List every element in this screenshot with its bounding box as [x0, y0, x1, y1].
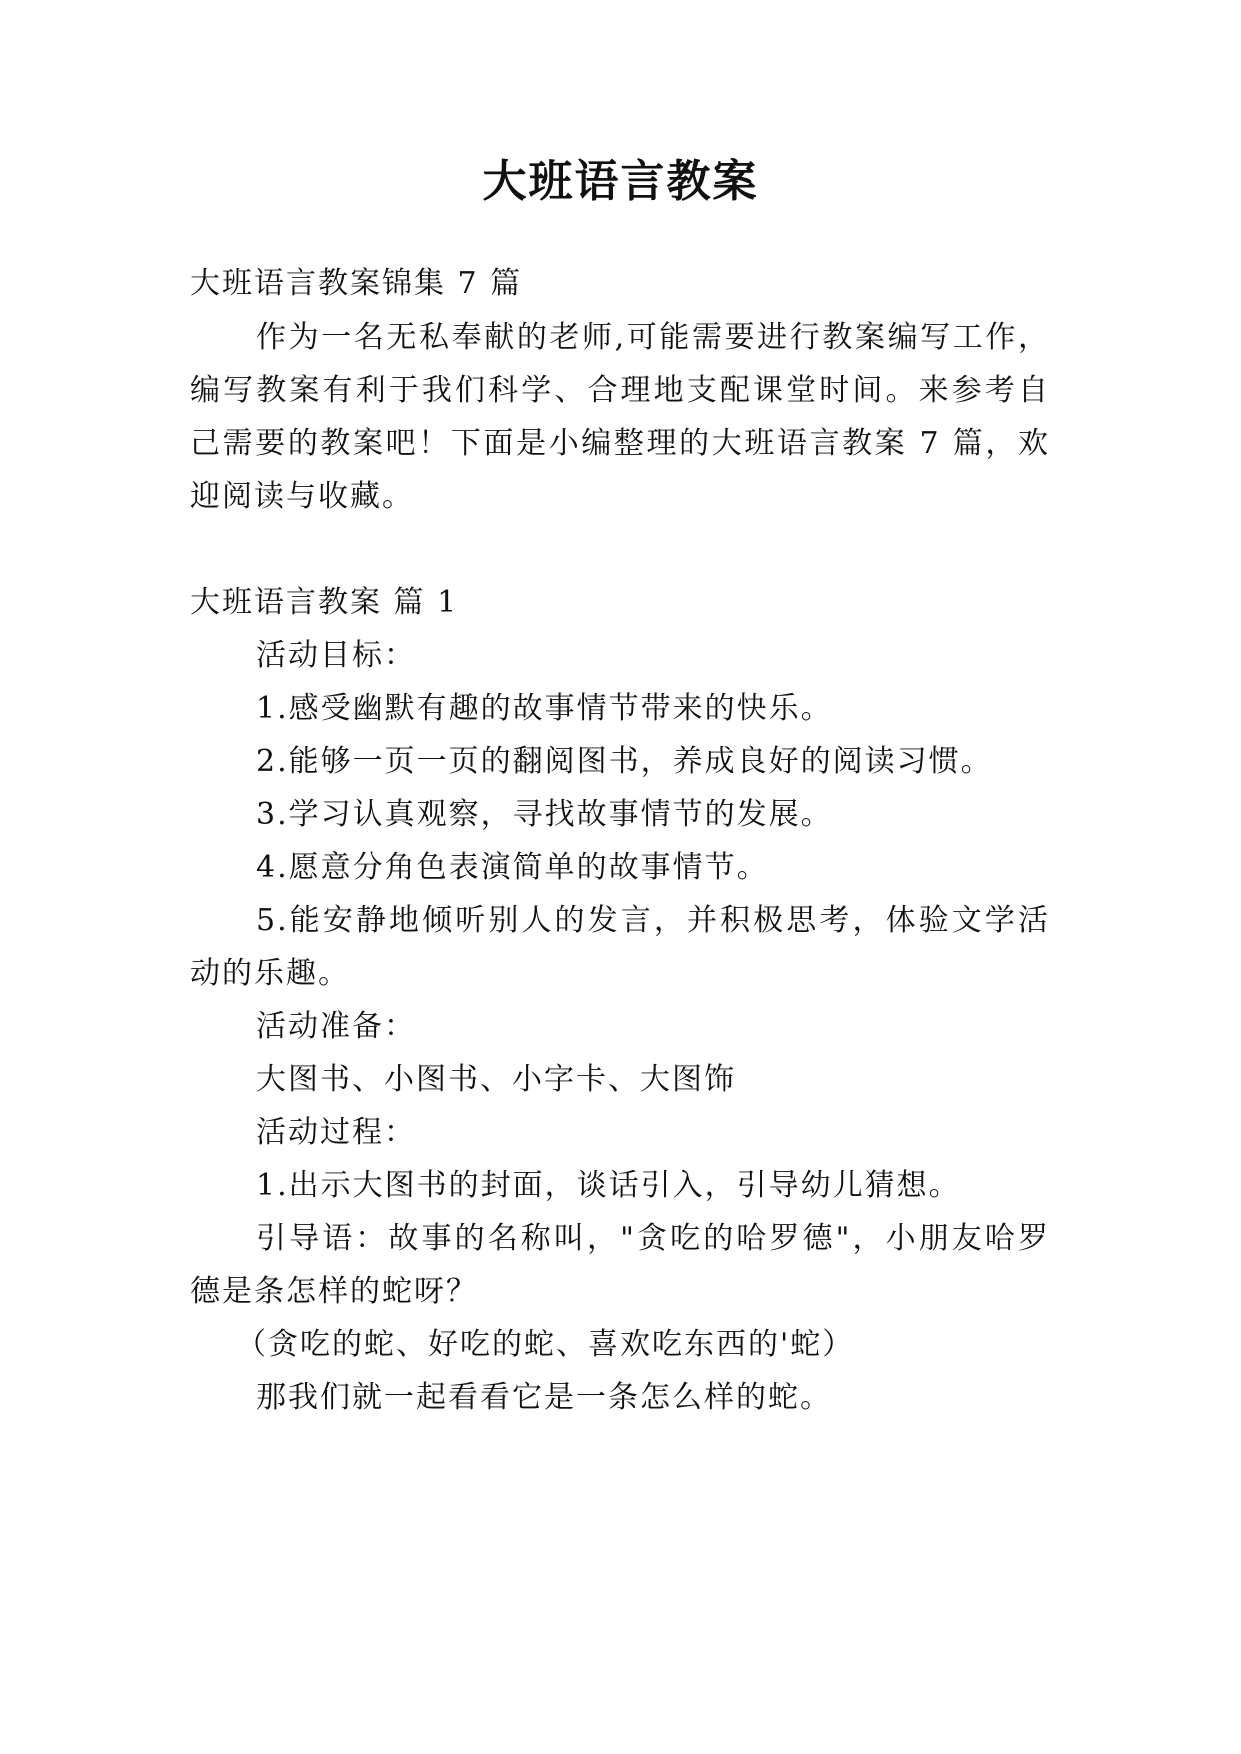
body-line: 活动过程： [256, 1115, 416, 1150]
body-line: 5.能安静地倾听别人的发言，并积极思考，体验文学活 [256, 903, 1050, 938]
intro-line: 己需要的教案吧！下面是小编整理的大班语言教案 7 篇，欢 [190, 426, 1050, 461]
intro-line: 作为一名无私奉献的老师,可能需要进行教案编写工作， [256, 320, 1050, 355]
intro-line: 编写教案有利于我们科学、合理地支配课堂时间。来参考自 [190, 373, 1050, 408]
body-line: （贪吃的蛇、好吃的蛇、喜欢吃东西的'蛇） [236, 1327, 855, 1362]
body-line: 活动目标： [256, 638, 416, 673]
document-subtitle: 大班语言教案锦集 7 篇 [190, 266, 523, 301]
body-line: 动的乐趣。 [190, 956, 350, 991]
document-title: 大班语言教案 [482, 156, 759, 207]
body-line: 3.学习认真观察，寻找故事情节的发展。 [256, 797, 833, 832]
body-line: 那我们就一起看看它是一条怎么样的蛇。 [256, 1380, 832, 1415]
body-line: 4.愿意分角色表演简单的故事情节。 [256, 850, 769, 885]
body-line: 2.能够一页一页的翻阅图书，养成良好的阅读习惯。 [256, 744, 993, 779]
body-line: 1.感受幽默有趣的故事情节带来的快乐。 [256, 691, 833, 726]
body-line: 德是条怎样的蛇呀？ [190, 1274, 478, 1309]
body-line: 引导语：故事的名称叫，"贪吃的哈罗德"，小朋友哈罗 [256, 1221, 1050, 1256]
body-line: 活动准备： [256, 1009, 416, 1044]
body-line: 大图书、小图书、小字卡、大图饰 [256, 1062, 736, 1097]
intro-line: 迎阅读与收藏。 [190, 479, 414, 514]
section-heading: 大班语言教案 篇 1 [190, 585, 459, 620]
body-line: 1.出示大图书的封面，谈话引入，引导幼儿猜想。 [256, 1168, 961, 1203]
